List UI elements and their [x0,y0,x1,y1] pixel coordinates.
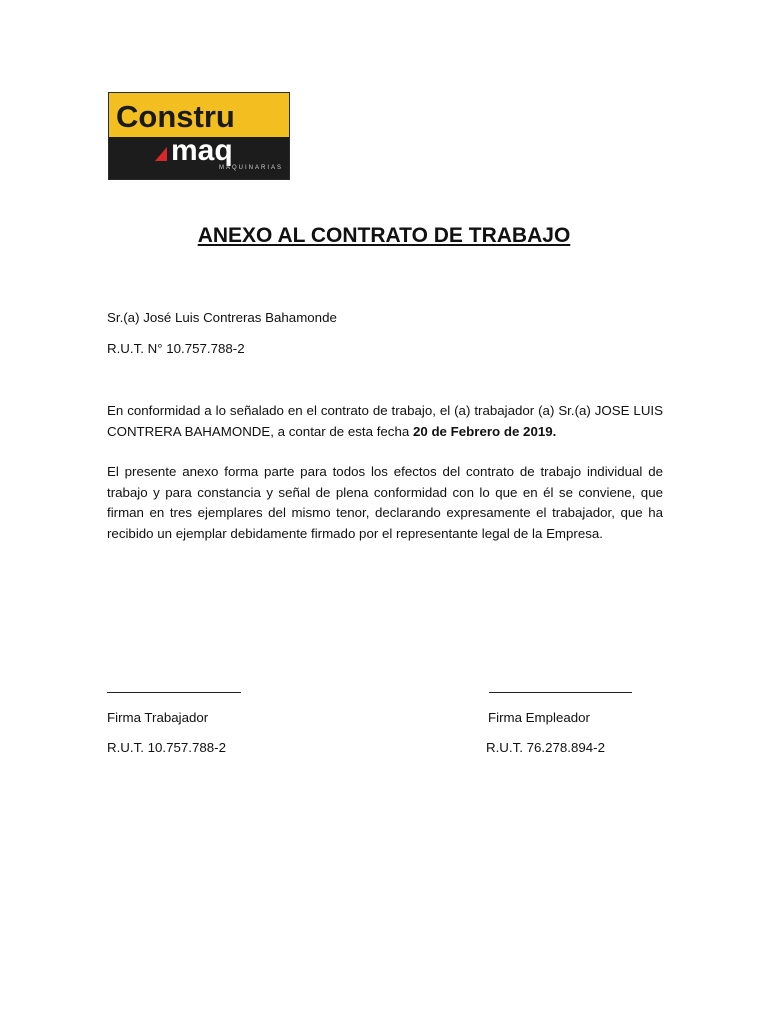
employer-signature-label: Firma Empleador [488,710,590,725]
worker-signature-line [107,692,241,693]
document-title: ANEXO AL CONTRATO DE TRABAJO [197,224,571,247]
paragraph-annex-terms: El presente anexo forma parte para todos los efectos del contrato de trabajo individual de trabajo y para constancia y señal de plena conformidad con lo que en él se conviene, que firman en tres ejemplares del mismo tenor, declarando expresamente el trabajador, que ha recibido un ejemplar debidamente firmado por el representante legal de la Empresa. [107,464,663,541]
company-logo [108,92,290,180]
logo-red-triangle-icon [155,147,167,161]
employer-signature-line [489,692,632,693]
logo-word-constru: Constru [116,99,235,134]
employer-rut: R.U.T. 76.278.894-2 [486,740,606,755]
effective-date: 20 de Febrero de 2019. [412,423,557,439]
paragraph-conformity [107,401,663,442]
addressee-name: Sr.(a) José Luis Contreras Bahamonde [107,310,337,325]
logo-word-maquinarias: MAQUINARIAS [219,165,284,171]
worker-rut: R.U.T. 10.757.788-2 [107,740,227,755]
worker-signature-label: Firma Trabajador [107,710,209,725]
paragraph-conformity-text: En conformidad a lo señalado en el contrato de trabajo, el (a) trabajador (a) Sr.(a) JOSE LUIS CONTRERA BAHAMONDE, a contar de esta fecha [107,403,663,439]
logo-word-maq: maq [171,134,233,167]
addressee-rut: R.U.T. N° 10.757.788-2 [107,341,245,356]
